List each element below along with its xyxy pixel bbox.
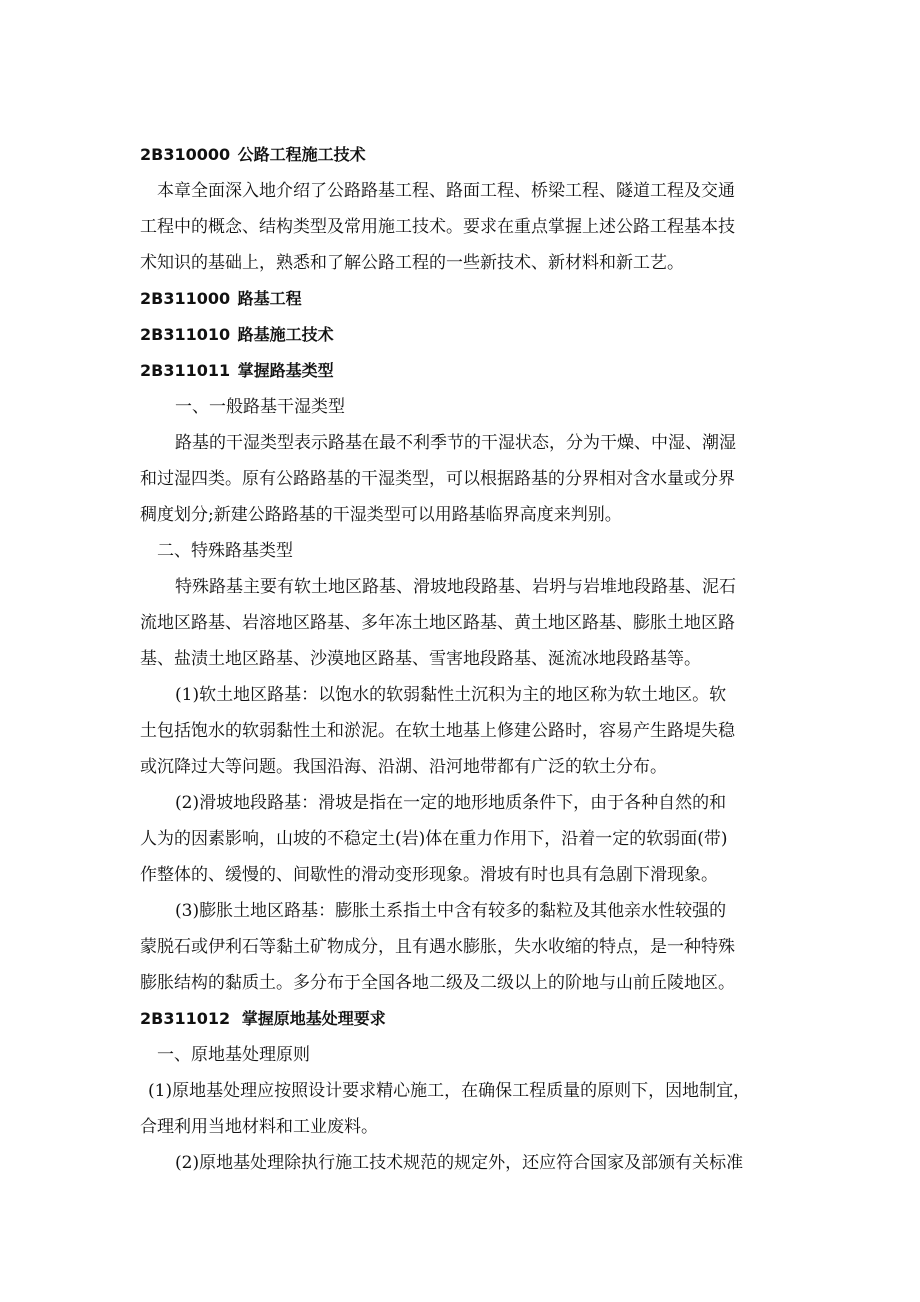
item1-line-1 bbox=[175, 684, 835, 706]
item2-label: (2)滑坡地段路基： bbox=[175, 793, 319, 813]
topic2-title: 掌握原地基处理要求 bbox=[241, 1009, 386, 1028]
section3-line-1: (1)原地基处理应按照设计要求精心施工，在确保工程质量的原则下，因地制宜， bbox=[148, 1081, 751, 1101]
topic-code: 2B311011 bbox=[140, 361, 231, 380]
item3-line-3: 膨胀结构的黏质土。多分布于全国各地二级及二级以上的阶地与山前丘陵地区。 bbox=[140, 973, 735, 993]
intro-line-2: 工程中的概念、结构类型及常用施工技术。要求在重点掌握上述公路工程基本技 bbox=[140, 217, 735, 237]
section3-line-2: 合理利用当地材料和工业废料。 bbox=[140, 1117, 378, 1137]
section2-line-3: 基、盐渍土地区路基、沙漠地区路基、雪害地段路基、涎流冰地段路基等。 bbox=[140, 649, 701, 669]
item1-label: (1)软土地区路基： bbox=[175, 685, 319, 705]
item2-line-1 bbox=[175, 792, 835, 814]
topic-title: 掌握路基类型 bbox=[237, 361, 334, 380]
item2-line-2: 人为的因素影响，山坡的不稳定土(岩)体在重力作用下，沿着一定的软弱面(带) bbox=[140, 829, 728, 849]
section1-line-2: 和过湿四类。原有公路路基的干湿类型，可以根据路基的分界相对含水量或分界 bbox=[140, 469, 735, 489]
section1-title: 一、一般路基干湿类型 bbox=[175, 397, 345, 417]
subsection-heading-construction bbox=[140, 324, 800, 346]
topic-heading-types bbox=[140, 360, 800, 382]
section1-line-1: 路基的干湿类型表示路基在最不利季节的干湿状态，分为干燥、中湿、潮湿 bbox=[175, 433, 736, 453]
item3-text: 膨胀土系指土中含有较多的黏粒及其他亲水性较强的 bbox=[335, 901, 727, 921]
item1-line-2: 土包括饱水的软弱黏性土和淤泥。在软土地基上修建公路时，容易产生路堤失稳 bbox=[140, 721, 735, 741]
section2-title: 二、特殊路基类型 bbox=[157, 541, 293, 561]
chapter-title: 公路工程施工技术 bbox=[237, 145, 366, 164]
topic-heading-foundation bbox=[140, 1008, 800, 1030]
section3-title: 一、原地基处理原则 bbox=[157, 1045, 310, 1065]
intro-line-1: 本章全面深入地介绍了公路路基工程、路面工程、桥梁工程、隧道工程及交通 bbox=[157, 181, 735, 201]
section-code: 2B311000 bbox=[140, 289, 231, 308]
subsection-title: 路基施工技术 bbox=[237, 325, 334, 344]
subsection-code: 2B311010 bbox=[140, 325, 231, 344]
section-title: 路基工程 bbox=[237, 289, 302, 308]
topic2-code: 2B311012 bbox=[140, 1009, 231, 1028]
item3-line-2: 蒙脱石或伊利石等黏土矿物成分，且有遇水膨胀，失水收缩的特点，是一种特殊 bbox=[140, 937, 735, 957]
chapter-code: 2B310000 bbox=[140, 145, 231, 164]
section1-line-3: 稠度划分;新建公路路基的干湿类型可以用路基临界高度来判别。 bbox=[140, 505, 622, 525]
item2-text: 滑坡是指在一定的地形地质条件下，由于各种自然的和 bbox=[318, 793, 727, 813]
section2-line-1: 特殊路基主要有软土地区路基、滑坡地段路基、岩坍与岩堆地段路基、泥石 bbox=[175, 577, 736, 597]
item1-text: 以饱水的软弱黏性土沉积为主的地区称为软土地区。软 bbox=[318, 685, 727, 705]
item3-line-1 bbox=[175, 900, 835, 922]
item2-line-3: 作整体的、缓慢的、间歇性的滑动变形现象。滑坡有时也具有急剧下滑现象。 bbox=[140, 865, 718, 885]
section-heading-roadbed bbox=[140, 288, 800, 310]
item1-line-3: 或沉降过大等问题。我国沿海、沿湖、沿河地带都有广泛的软土分布。 bbox=[140, 757, 667, 777]
section2-line-2: 流地区路基、岩溶地区路基、多年冻土地区路基、黄土地区路基、膨胀土地区路 bbox=[140, 613, 735, 633]
item3-label: (3)膨胀土地区路基： bbox=[175, 901, 336, 921]
intro-line-3: 术知识的基础上，熟悉和了解公路工程的一些新技术、新材料和新工艺。 bbox=[140, 253, 684, 273]
chapter-heading bbox=[140, 144, 800, 166]
section3-line-3: (2)原地基处理除执行施工技术规范的规定外，还应符合国家及部颁有关标准 bbox=[175, 1153, 744, 1173]
